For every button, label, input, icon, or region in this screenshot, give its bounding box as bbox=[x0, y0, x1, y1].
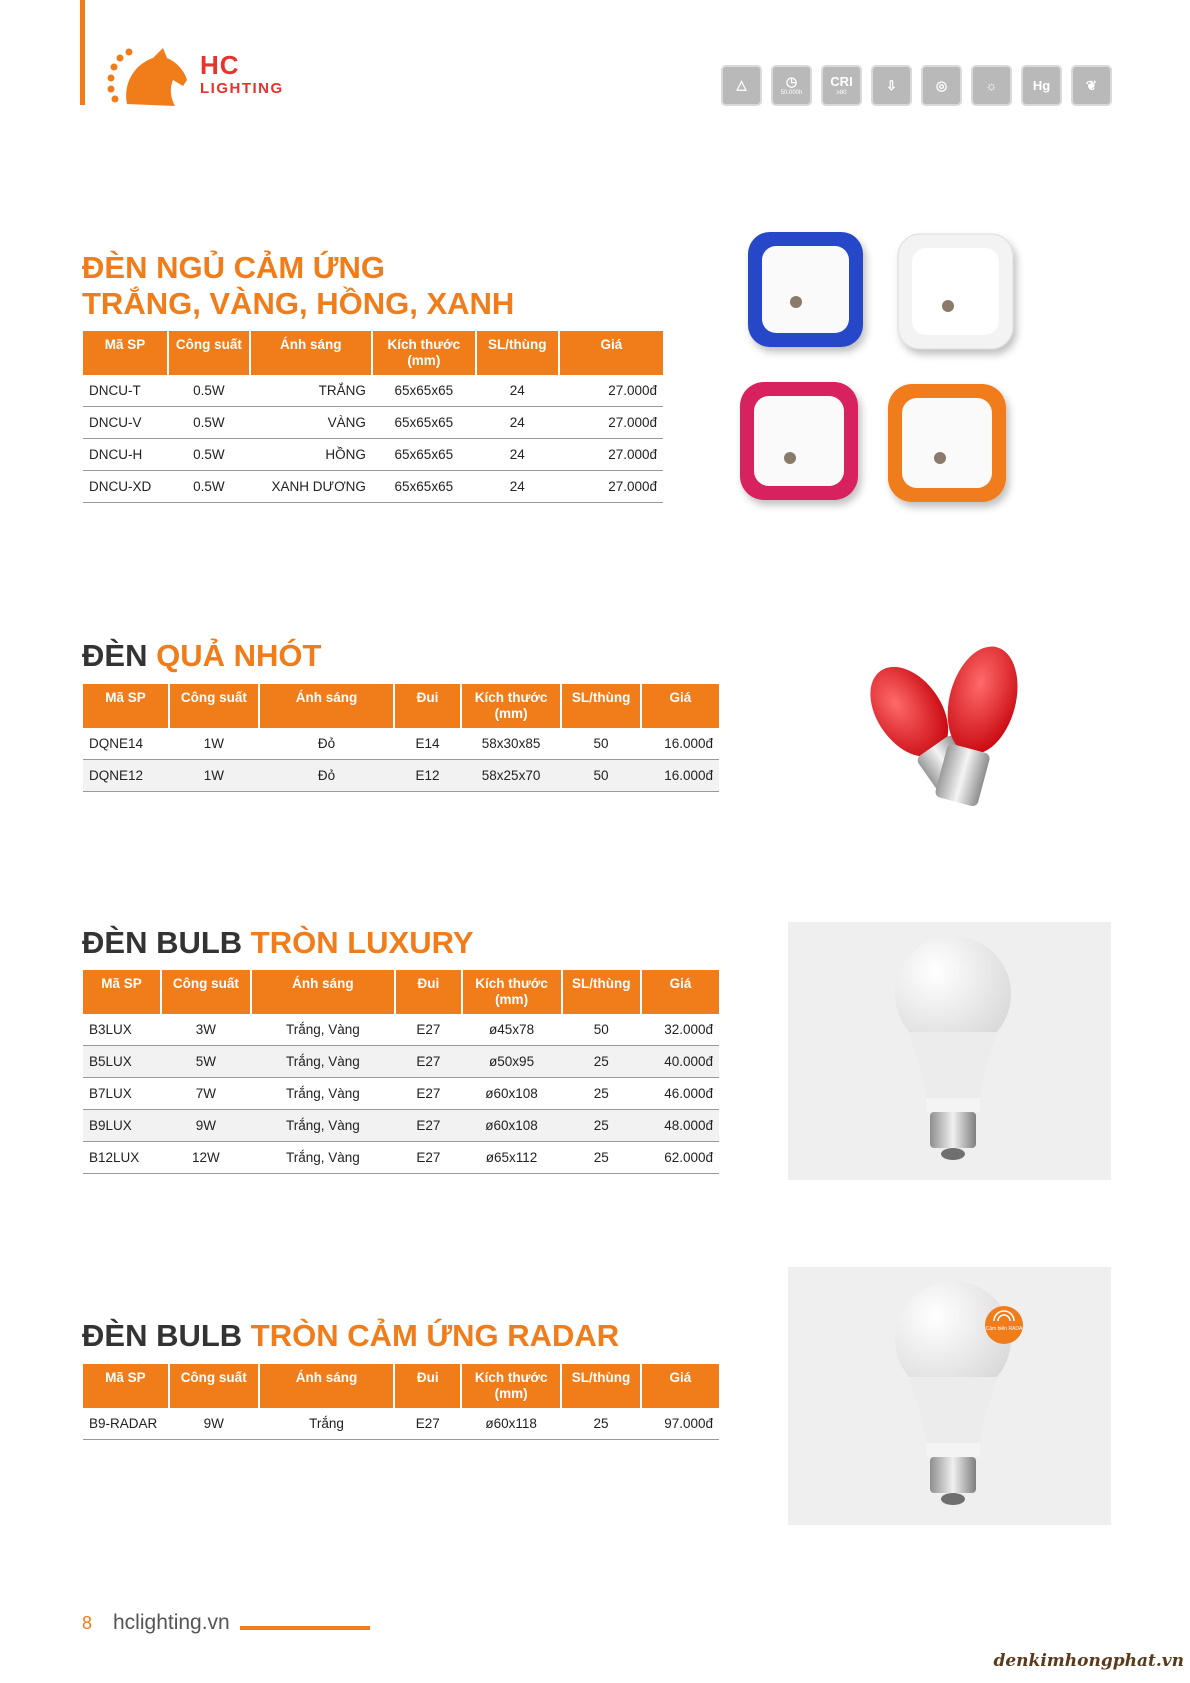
col-header-power: Công suất bbox=[169, 1364, 259, 1408]
table-header-row bbox=[83, 331, 663, 375]
col-header-power: Công suất bbox=[169, 684, 259, 728]
luxury-bulb-table bbox=[83, 970, 719, 1174]
col-header-price: Giá bbox=[641, 684, 719, 728]
col-header-code: Mã SP bbox=[83, 331, 168, 375]
col-header-size: Kích thước (mm) bbox=[461, 684, 562, 728]
section-title-luxury-bulb bbox=[82, 925, 474, 961]
lifespan-icon: ◷ 50.000h bbox=[771, 65, 812, 106]
night-light-product-image bbox=[730, 220, 1040, 540]
table-row: DNCU-H 0.5W HỒNG 65x65x65 24 27.000đ bbox=[83, 439, 663, 471]
header-accent-bar bbox=[80, 0, 85, 105]
table-row: DNCU-T 0.5W TRẮNG 65x65x65 24 27.000đ bbox=[83, 375, 663, 407]
col-header-qty: SL/thùng bbox=[561, 684, 640, 728]
section-title-line1: ĐÈN NGỦ CẢM ỨNG bbox=[82, 250, 385, 285]
col-header-socket: Đui bbox=[395, 970, 461, 1014]
luxury-bulb-image bbox=[788, 922, 1111, 1180]
luxury-bulb-image-panel bbox=[788, 922, 1111, 1180]
col-header-code: Mã SP bbox=[83, 970, 161, 1014]
radar-bulb-table bbox=[83, 1364, 719, 1440]
section-title-dark: ĐÈN bbox=[82, 638, 157, 673]
table-header-row bbox=[83, 1364, 719, 1408]
table-row: B5LUX 5W Trắng, Vàng E27 ø50x95 25 40.000đ bbox=[83, 1046, 719, 1078]
section-title-night-light bbox=[82, 250, 514, 322]
no-uv-icon: ◎ bbox=[921, 65, 962, 106]
col-header-code: Mã SP bbox=[83, 1364, 169, 1408]
footer-accent-line bbox=[240, 1626, 370, 1630]
table-row: B12LUX 12W Trắng, Vàng E27 ø65x112 25 62.000đ bbox=[83, 1142, 719, 1174]
table-row: B9LUX 9W Trắng, Vàng E27 ø60x108 25 48.000đ bbox=[83, 1110, 719, 1142]
logo-text-lighting: LIGHTING bbox=[200, 80, 284, 97]
night-light-table bbox=[83, 331, 663, 503]
eco-icon: ❦ bbox=[1071, 65, 1112, 106]
col-header-power: Công suất bbox=[161, 970, 250, 1014]
col-header-light: Ánh sáng bbox=[259, 1364, 395, 1408]
col-header-light: Ánh sáng bbox=[250, 331, 372, 375]
table-header-row bbox=[83, 970, 719, 1014]
col-header-size: Kích thước (mm) bbox=[461, 1364, 561, 1408]
certification-icons bbox=[721, 65, 1112, 106]
radar-bulb-image-panel bbox=[788, 1267, 1111, 1525]
table-row: DNCU-V 0.5W VÀNG 65x65x65 24 27.000đ bbox=[83, 407, 663, 439]
table-header-row bbox=[83, 684, 719, 728]
warranty-icon: △ bbox=[721, 65, 762, 106]
horse-logo-icon bbox=[105, 40, 200, 110]
col-header-light: Ánh sáng bbox=[251, 970, 396, 1014]
section-title-orange: QUẢ NHÓT bbox=[156, 638, 322, 673]
energy-saving-icon: ⇩ bbox=[871, 65, 912, 106]
table-row: B3LUX 3W Trắng, Vàng E27 ø45x78 50 32.000đ bbox=[83, 1014, 719, 1046]
col-header-light: Ánh sáng bbox=[259, 684, 394, 728]
table-row: B9-RADAR 9W Trắng E27 ø60x118 25 97.000đ bbox=[83, 1408, 719, 1440]
radar-badge-label: Cảm biến RADA bbox=[985, 1326, 1023, 1332]
hc-lighting-logo bbox=[105, 40, 335, 110]
mercury-free-icon: Hg bbox=[1021, 65, 1062, 106]
watermark: denkimhongphat.vn bbox=[993, 1651, 1184, 1671]
col-header-price: Giá bbox=[641, 1364, 719, 1408]
section-title-dark: ĐÈN BULB bbox=[82, 925, 251, 960]
table-row: DQNE14 1W Đỏ E14 58x30x85 50 16.000đ bbox=[83, 728, 719, 760]
candle-bulb-table bbox=[83, 684, 719, 792]
col-header-power: Công suất bbox=[168, 331, 250, 375]
col-header-price: Giá bbox=[641, 970, 719, 1014]
col-header-size: Kích thước (mm) bbox=[372, 331, 476, 375]
table-row: B7LUX 7W Trắng, Vàng E27 ø60x108 25 46.000đ bbox=[83, 1078, 719, 1110]
section-title-candle-bulb bbox=[82, 638, 321, 674]
col-header-qty: SL/thùng bbox=[562, 970, 641, 1014]
section-title-line2: TRẮNG, VÀNG, HỒNG, XANH bbox=[82, 286, 515, 321]
no-flicker-icon: ☼ bbox=[971, 65, 1012, 106]
section-title-radar-bulb bbox=[82, 1318, 619, 1354]
red-candle-bulb-image bbox=[860, 640, 1060, 840]
logo-text-hc: HC bbox=[200, 50, 240, 80]
footer-website: hclighting.vn bbox=[113, 1611, 230, 1634]
col-header-price: Giá bbox=[559, 331, 663, 375]
col-header-qty: SL/thùng bbox=[476, 331, 559, 375]
col-header-qty: SL/thùng bbox=[561, 1364, 640, 1408]
section-title-dark: ĐÈN BULB bbox=[82, 1318, 251, 1353]
table-row: DNCU-XD 0.5W XANH DƯƠNG 65x65x65 24 27.000đ bbox=[83, 471, 663, 503]
col-header-socket: Đui bbox=[394, 1364, 461, 1408]
page-number: 8 bbox=[82, 1613, 93, 1633]
col-header-socket: Đui bbox=[394, 684, 461, 728]
col-header-size: Kích thước (mm) bbox=[462, 970, 562, 1014]
table-row: DQNE12 1W Đỏ E12 58x25x70 50 16.000đ bbox=[83, 760, 719, 792]
col-header-code: Mã SP bbox=[83, 684, 169, 728]
cri-icon: CRI ≥80 bbox=[821, 65, 862, 106]
radar-bulb-image bbox=[788, 1267, 1111, 1525]
section-title-orange: TRÒN LUXURY bbox=[250, 925, 474, 960]
section-title-orange: TRÒN CẢM ỨNG RADAR bbox=[250, 1318, 620, 1353]
